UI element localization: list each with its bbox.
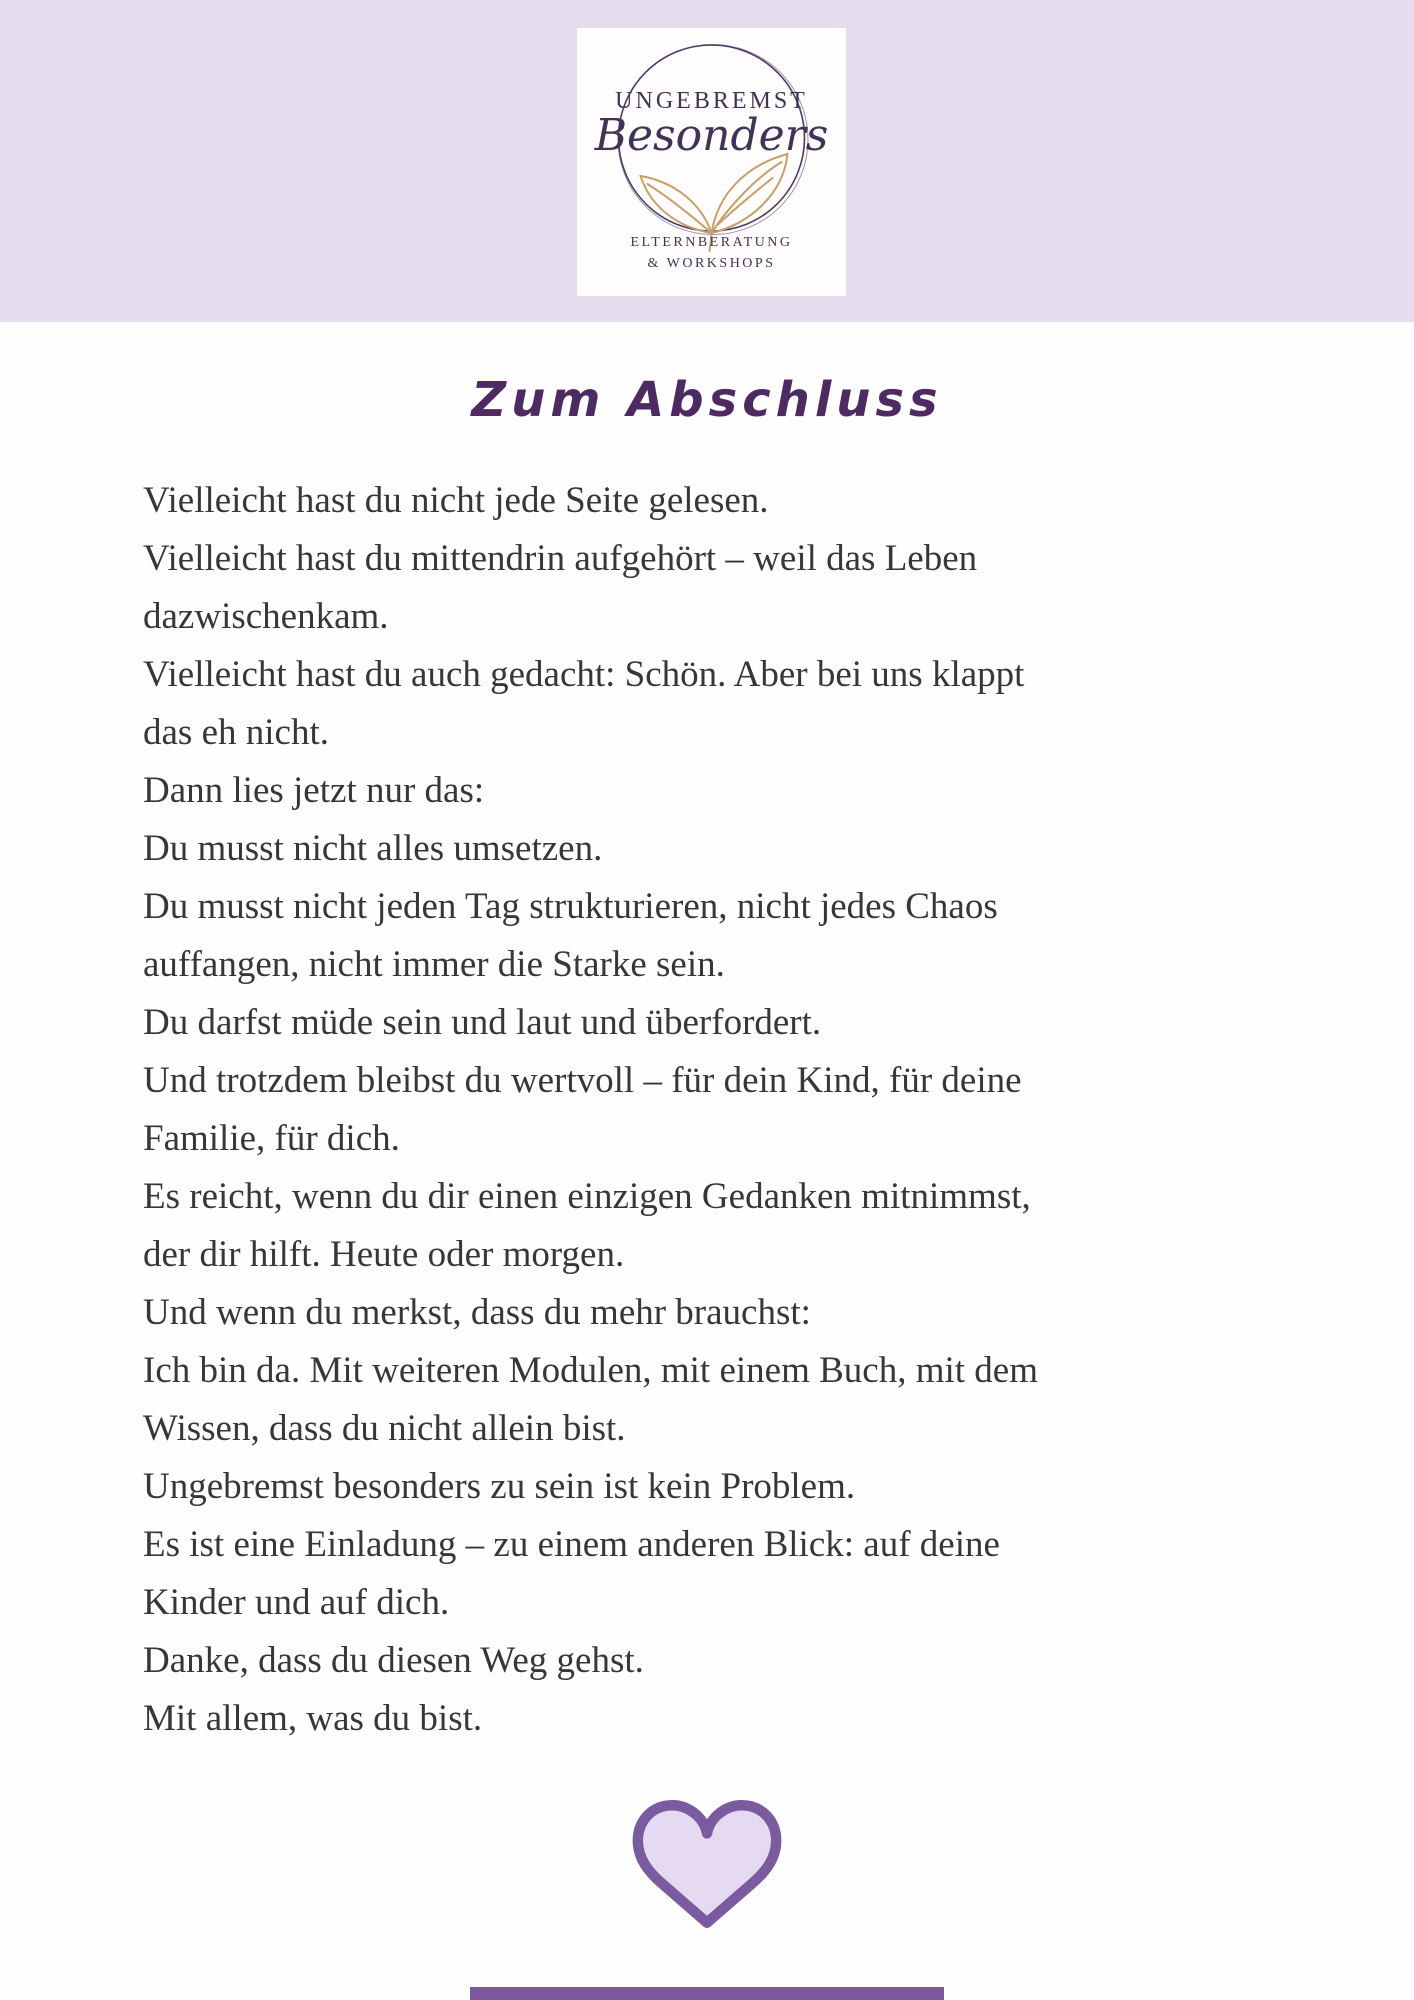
text-line: Du darfst müde sein und laut und überfordert. bbox=[143, 1002, 822, 1043]
text-line: Und trotzdem bleibst du wertvoll – für dein Kind, für deine bbox=[143, 1060, 1022, 1101]
brand-tagline-line2: & WORKSHOPS bbox=[647, 256, 776, 271]
text-line: Es reicht, wenn du dir einen einzigen Gedanken mitnimmst, bbox=[143, 1176, 1031, 1217]
text-line: Ungebremst besonders zu sein ist kein Problem. bbox=[143, 1466, 856, 1507]
footer-accent-bar bbox=[470, 1987, 944, 2000]
text-line: dazwischenkam. bbox=[143, 596, 389, 637]
text-line: Du musst nicht jeden Tag strukturieren, nicht jedes Chaos bbox=[143, 886, 998, 927]
brand-tagline-line1: ELTERNBERATUNG bbox=[630, 235, 793, 250]
text-line: Vielleicht hast du mittendrin aufgehört – weil das Leben bbox=[143, 538, 978, 579]
text-line: Kinder und auf dich. bbox=[143, 1582, 450, 1623]
text-line: Ich bin da. Mit weiteren Modulen, mit einem Buch, mit dem bbox=[143, 1350, 1039, 1391]
text-line: Wissen, dass du nicht allein bist. bbox=[143, 1408, 626, 1449]
brand-script-name: Besonders bbox=[594, 110, 829, 161]
body-text bbox=[143, 472, 1323, 1748]
brand-name: UNGEBREMST bbox=[615, 88, 808, 114]
text-line: Und wenn du merkst, dass du mehr brauchst: bbox=[143, 1292, 811, 1333]
text-line: Du musst nicht alles umsetzen. bbox=[143, 828, 603, 869]
text-line: Dann lies jetzt nur das: bbox=[143, 770, 485, 811]
text-line: Es ist eine Einladung – zu einem anderen Blick: auf deine bbox=[143, 1524, 1000, 1565]
page-title: Zum Abschluss bbox=[471, 372, 943, 428]
text-line: Vielleicht hast du nicht jede Seite gelesen. bbox=[143, 480, 769, 521]
heart-icon bbox=[0, 1790, 1414, 1938]
text-line: Danke, dass du diesen Weg gehst. bbox=[143, 1640, 644, 1681]
header-band bbox=[0, 0, 1414, 322]
text-line: der dir hilft. Heute oder morgen. bbox=[143, 1234, 625, 1275]
text-line: Familie, für dich. bbox=[143, 1118, 400, 1159]
brand-logo bbox=[577, 28, 846, 296]
text-line: Vielleicht hast du auch gedacht: Schön. Aber bei uns klappt bbox=[143, 654, 1025, 695]
text-line: auffangen, nicht immer die Starke sein. bbox=[143, 944, 725, 985]
text-line: Mit allem, was du bist. bbox=[143, 1698, 483, 1739]
text-line: das eh nicht. bbox=[143, 712, 329, 753]
